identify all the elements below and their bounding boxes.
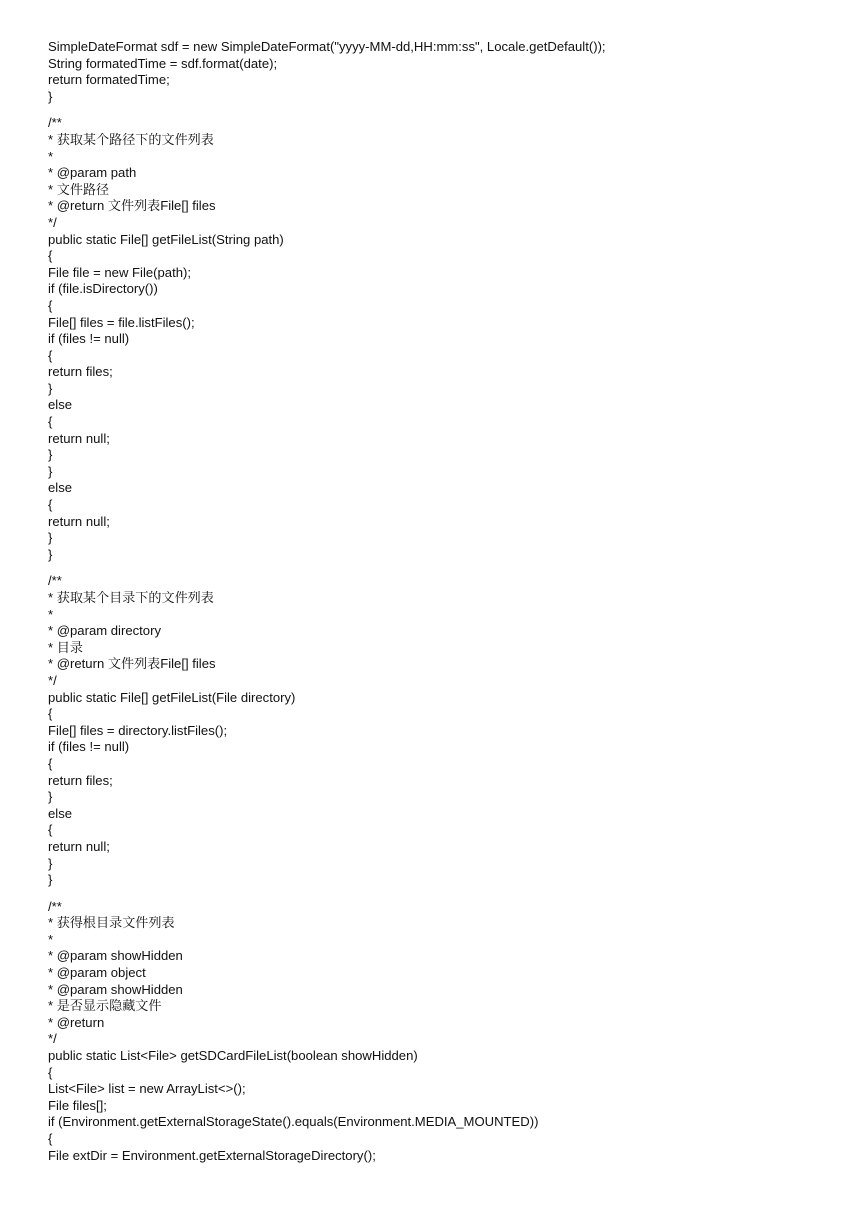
code-line: * 获得根目录文件列表 — [48, 915, 175, 931]
code-line: return null; — [48, 513, 110, 529]
code-line: */ — [48, 214, 57, 230]
code-line: else — [48, 805, 73, 821]
code-line: { — [48, 414, 53, 430]
code-line: if (file.isDirectory()) — [48, 281, 158, 297]
code-line: } — [48, 88, 53, 104]
code-line: * @param object — [48, 965, 146, 981]
code-line: * 目录 — [48, 639, 83, 655]
code-listing — [48, 39, 848, 1164]
code-line: * 获取某个路径下的文件列表 — [48, 131, 214, 147]
code-line: /** — [48, 898, 62, 914]
code-line: return files; — [48, 364, 113, 380]
code-line: { — [48, 347, 53, 363]
code-line: * — [48, 148, 54, 164]
code-line: public static File[] getFileList(File directory) — [48, 689, 296, 705]
block-spacer — [48, 563, 848, 573]
code-line: */ — [48, 672, 57, 688]
code-block — [48, 115, 848, 563]
code-line: } — [48, 530, 53, 546]
code-block — [48, 39, 848, 105]
code-line: { — [48, 706, 53, 722]
code-line: * — [48, 606, 54, 622]
code-line: return null; — [48, 430, 110, 446]
code-line: * 获取某个目录下的文件列表 — [48, 590, 214, 605]
code-line: * @param showHidden — [48, 948, 183, 964]
code-line: { — [48, 248, 53, 264]
code-line: List<File> list = new ArrayList<>(); — [48, 1081, 246, 1097]
code-line: } — [48, 463, 53, 479]
code-line: */ — [48, 1031, 57, 1047]
code-line: public static File[] getFileList(String path) — [48, 231, 284, 247]
code-line: * @return 文件列表File[] files — [48, 656, 216, 672]
code-line: { — [48, 1131, 53, 1146]
code-line: * @param showHidden — [48, 981, 183, 997]
code-line: public static List<File> getSDCardFileList(boolean showHidden) — [48, 1048, 418, 1064]
code-line: { — [48, 297, 53, 313]
code-line: * — [48, 931, 54, 947]
code-line: } — [48, 380, 53, 396]
code-line: } — [48, 546, 53, 562]
code-line: File extDir = Environment.getExternalStorageDirectory(); — [48, 1147, 376, 1163]
code-line: * @return 文件列表File[] files — [48, 198, 216, 214]
code-block — [48, 899, 848, 1165]
code-line: File files[]; — [48, 1097, 107, 1113]
code-line: * @param path — [48, 165, 137, 181]
code-line: SimpleDateFormat sdf = new SimpleDateFormat("yyyy-MM-dd,HH:mm:ss", Locale.getDefault()); — [48, 39, 606, 54]
code-line: if (files != null) — [48, 331, 130, 347]
code-line: * 是否显示隐藏文件 — [48, 998, 162, 1014]
code-line: { — [48, 755, 53, 771]
block-spacer — [48, 105, 848, 115]
code-line: * 文件路径 — [48, 181, 110, 197]
code-line: return files; — [48, 772, 113, 788]
code-line: /** — [48, 115, 62, 131]
code-line: File[] files = file.listFiles(); — [48, 314, 195, 330]
code-line: else — [48, 397, 73, 413]
code-line: { — [48, 497, 53, 513]
code-line: } — [48, 872, 53, 888]
code-line: if (files != null) — [48, 739, 130, 755]
code-line: * @param directory — [48, 623, 161, 639]
code-line: return formatedTime; — [48, 72, 170, 88]
code-line: { — [48, 1064, 53, 1080]
code-line: { — [48, 822, 53, 838]
code-line: * @return — [48, 1014, 105, 1030]
code-block — [48, 573, 848, 888]
code-line: /** — [48, 573, 62, 589]
code-line: } — [48, 855, 53, 871]
code-line: String formatedTime = sdf.format(date); — [48, 55, 278, 71]
code-line: if (Environment.getExternalStorageState().equals(Environment.MEDIA_MOUNTED)) — [48, 1114, 539, 1130]
code-line: File[] files = directory.listFiles(); — [48, 722, 228, 738]
code-line: else — [48, 480, 73, 496]
code-line: } — [48, 789, 53, 805]
code-line: } — [48, 447, 53, 463]
block-spacer — [48, 889, 848, 899]
code-line: File file = new File(path); — [48, 264, 191, 280]
code-line: return null; — [48, 838, 110, 854]
